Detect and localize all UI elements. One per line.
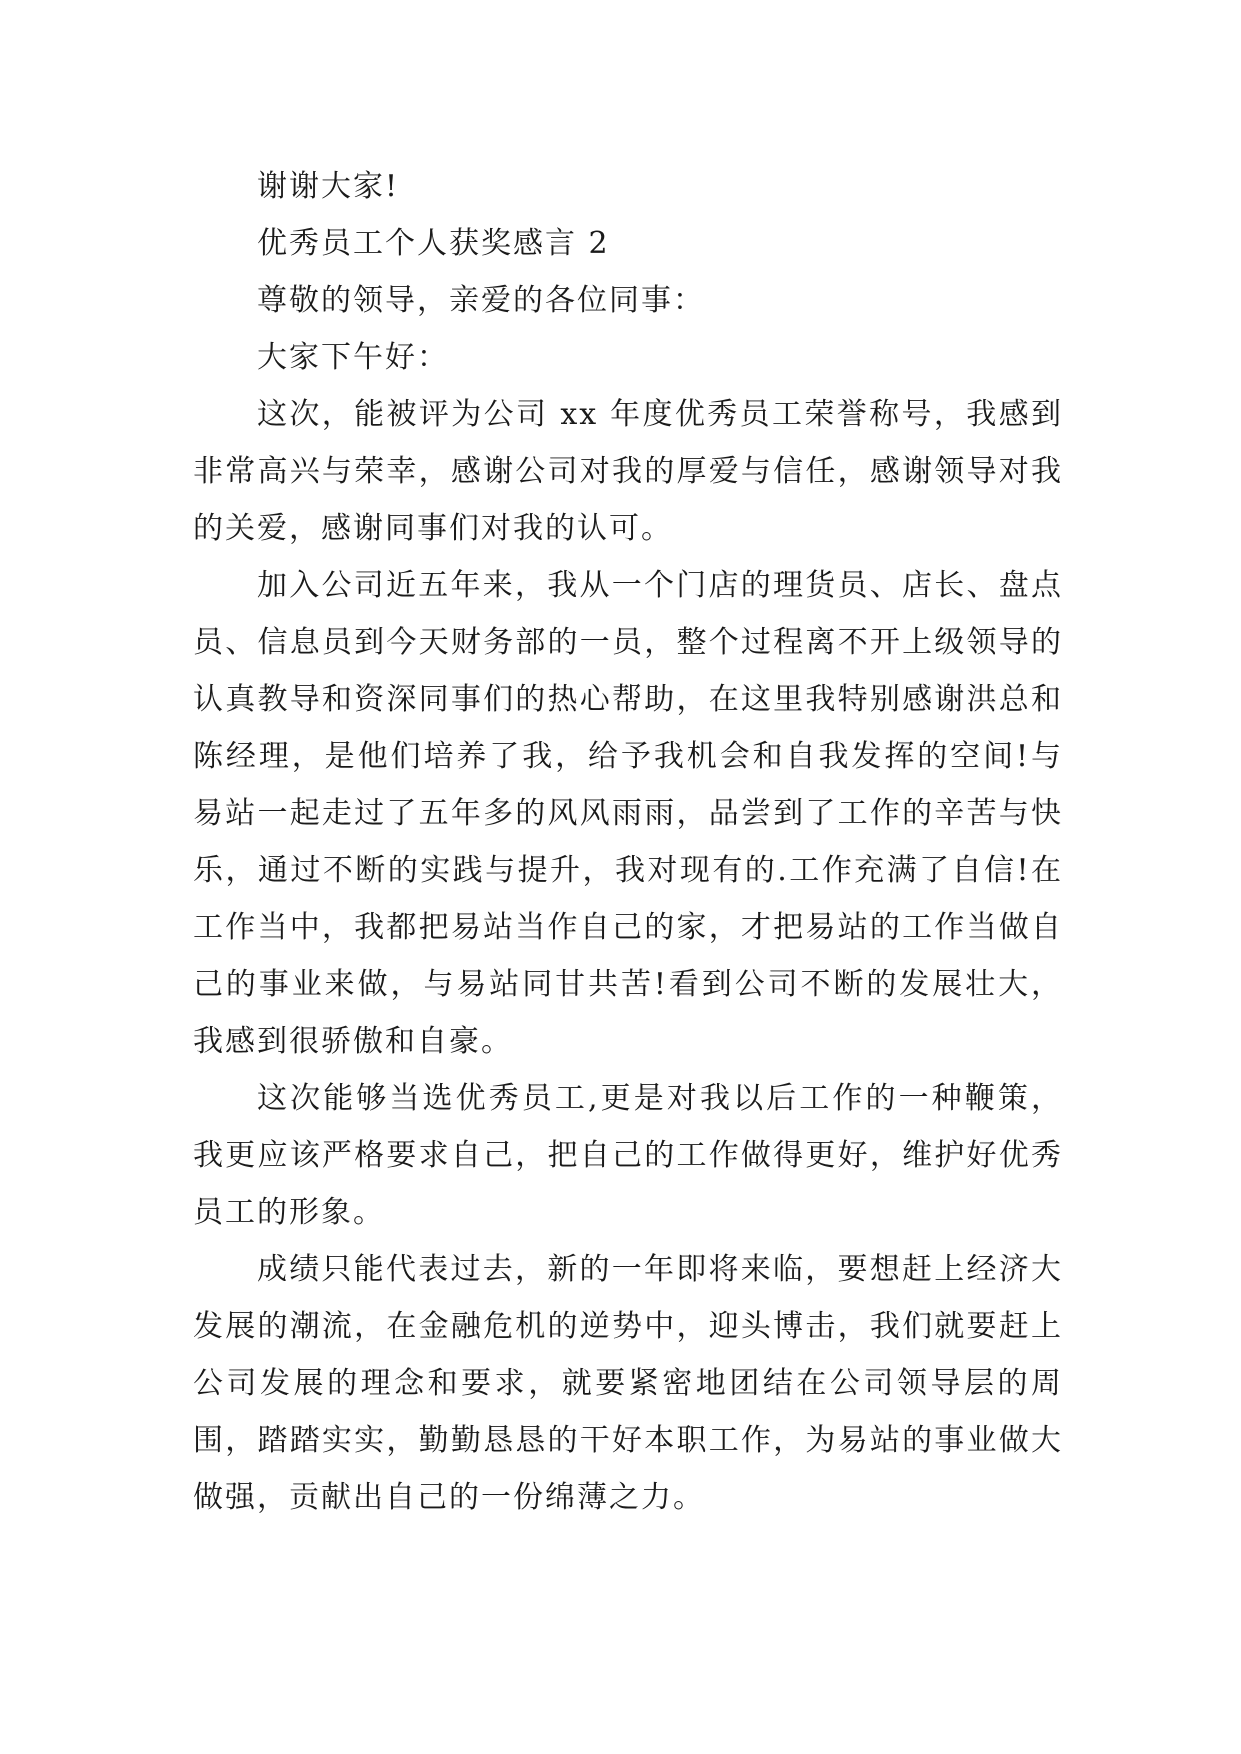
- document-body: [193, 158, 1063, 1526]
- paragraph-future: 成绩只能代表过去，新的一年即将来临，要想赶上经济大发展的潮流，在金融危机的逆势中，迎头博击，我们就要赶上公司发展的理念和要求，就要紧密地团结在公司领导层的周围，踏踏实实，勤勤恳恳的干好本职工作，为易站的事业做大做强，贡献出自己的一份绵薄之力。: [193, 1252, 1063, 1515]
- salutation: 尊敬的领导，亲爱的各位同事：: [257, 283, 705, 318]
- paragraph-experience: 加入公司近五年来，我从一个门店的理货员、店长、盘点员、信息员到今天财务部的一员，整个过程离不开上级领导的认真教导和资深同事们的热心帮助，在这里我特别感谢洪总和陈经理，是他们培养了我，给予我机会和自我发挥的空间!与易站一起走过了五年多的风风雨雨，品尝到了工作的辛苦与快乐，通过不断的实践与提升，我对现有的.工作充满了自信!在工作当中，我都把易站当作自己的家，才把易站的工作当做自己的事业来做，与易站同甘共苦!看到公司不断的发展壮大，我感到很骄傲和自豪。: [193, 568, 1063, 1059]
- closing-thanks: 谢谢大家!: [257, 169, 400, 204]
- paragraph-honor: 这次，能被评为公司 xx 年度优秀员工荣誉称号，我感到非常高兴与荣幸，感谢公司对我的厚爱与信任，感谢领导对我的关爱，感谢同事们对我的认可。: [193, 397, 1063, 546]
- paragraph-motivation: 这次能够当选优秀员工,更是对我以后工作的一种鞭策，我更应该严格要求自己，把自己的工作做得更好，维护好优秀员工的形象。: [193, 1081, 1063, 1230]
- greeting: 大家下午好：: [257, 340, 449, 375]
- section-title: 优秀员工个人获奖感言 2: [257, 226, 610, 261]
